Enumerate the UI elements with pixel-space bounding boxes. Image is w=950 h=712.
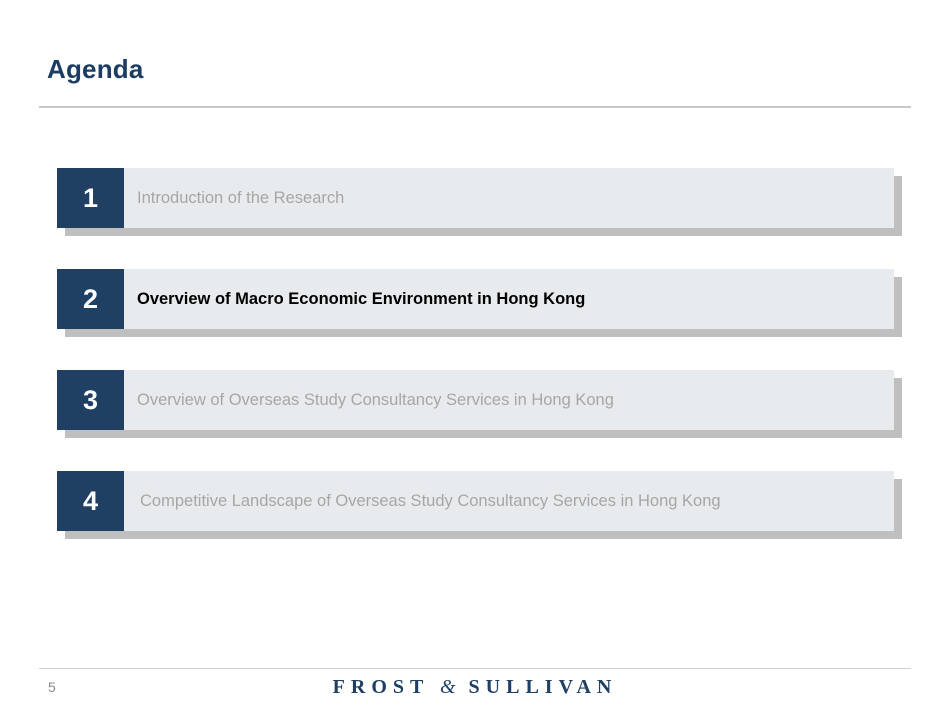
list-item[interactable] xyxy=(57,269,902,329)
brand-left: FROST xyxy=(332,676,429,698)
brand-right: SULLIVAN xyxy=(468,676,618,698)
brand-ampersand: & xyxy=(439,676,458,698)
title-divider xyxy=(39,106,911,108)
agenda-number: 3 xyxy=(57,370,124,430)
agenda-label: Overview of Overseas Study Consultancy Services in Hong Kong xyxy=(137,390,614,409)
list-item[interactable] xyxy=(57,370,902,430)
agenda-label: Overview of Macro Economic Environment in Hong Kong xyxy=(137,289,586,308)
agenda-list xyxy=(57,168,902,572)
footer-divider xyxy=(39,668,911,669)
list-item[interactable] xyxy=(57,168,902,228)
agenda-label: Introduction of the Research xyxy=(137,188,345,207)
list-item[interactable] xyxy=(57,471,902,531)
agenda-number: 4 xyxy=(57,471,124,531)
page-title: Agenda xyxy=(47,54,144,84)
brand-logo xyxy=(0,676,950,699)
agenda-number: 2 xyxy=(57,269,124,329)
agenda-number: 1 xyxy=(57,168,124,228)
agenda-label: Competitive Landscape of Overseas Study Consultancy Services in Hong Kong xyxy=(140,491,721,510)
page-number: 5 xyxy=(48,679,56,695)
